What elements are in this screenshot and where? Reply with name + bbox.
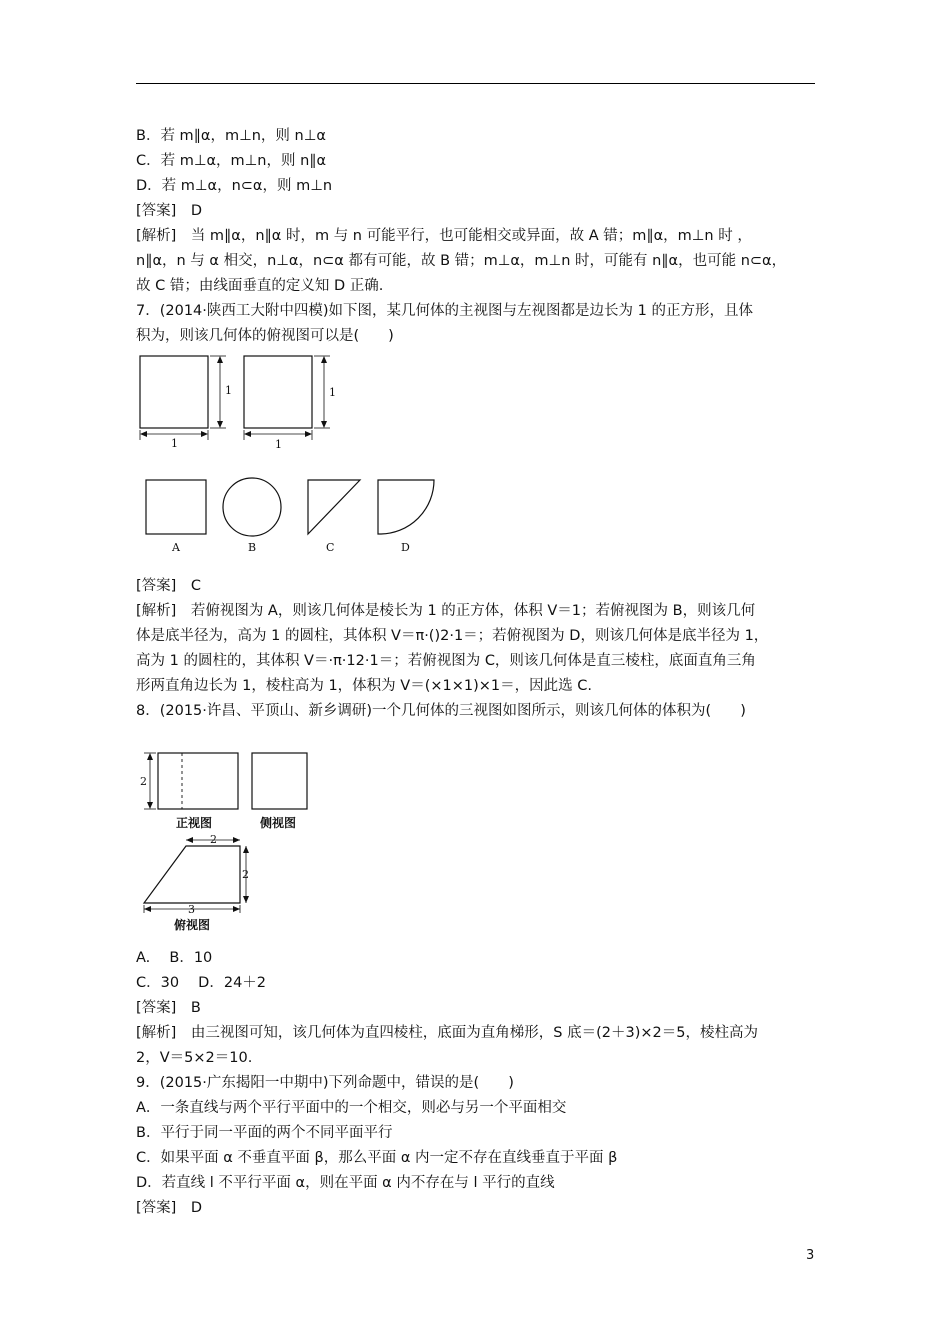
q8-top-view-trapezoid bbox=[144, 846, 240, 903]
answer-9: [答案] D bbox=[136, 1200, 202, 1216]
q8-top-caption: 俯视图 bbox=[174, 918, 211, 932]
q8-top-bottom-label: 3 bbox=[188, 903, 195, 916]
question-8: 8．(2015·许昌、平顶山、新乡调研)一个几何体的三视图如图所示，则该几何体的体积为( ) bbox=[136, 703, 746, 719]
q9-option-c: C．如果平面 α 不垂直平面 β，那么平面 α 内一定不存在直线垂直于平面 β bbox=[136, 1150, 618, 1166]
q8-side-view-square bbox=[252, 753, 307, 809]
analysis-7-line1: [解析] 若俯视图为 A，则该几何体是棱长为 1 的正方体，体积 V＝1；若俯视图为 B，则该几何 bbox=[136, 603, 756, 619]
answer-7: [答案] C bbox=[136, 578, 201, 594]
q7-side-height-label: 1 bbox=[329, 386, 336, 399]
q7-side-view-square bbox=[244, 356, 312, 428]
q7-side-width-label: 1 bbox=[275, 438, 282, 451]
q8-front-caption: 正视图 bbox=[176, 816, 213, 830]
analysis-8-line2: 2，V＝5×2＝10. bbox=[136, 1050, 253, 1066]
question-7-line1: 7．(2014·陕西工大附中四模)如下图，某几何体的主视图与左视图都是边长为 1 的正方形，且体 bbox=[136, 303, 753, 319]
q7-front-width-label: 1 bbox=[171, 437, 178, 450]
q8-front-height-label: 2 bbox=[140, 775, 147, 788]
q8-front-view-rect bbox=[158, 753, 238, 809]
q7-option-b-circle bbox=[223, 478, 281, 536]
q7-option-d-quarter bbox=[378, 480, 434, 534]
analysis-7-line4: 形两直角边长为 1，棱柱高为 1，体积为 V＝(×1×1)×1＝，因此选 C. bbox=[136, 678, 592, 694]
q7-option-c-triangle bbox=[308, 480, 360, 534]
answer-6: [答案] D bbox=[136, 203, 202, 219]
analysis-6-line3: 故 C 错；由线面垂直的定义知 D 正确. bbox=[136, 278, 384, 294]
analysis-6-line1: [解析] 当 m∥α，n∥α 时，m 与 n 可能平行，也可能相交或异面，故 A 错；m∥α，m⊥n 时 ， bbox=[136, 228, 752, 244]
analysis-8-line1: [解析] 由三视图可知，该几何体为直四棱柱，底面为直角梯形，S 底＝(2＋3)×2＝5，棱柱高为 bbox=[136, 1025, 758, 1041]
figure-q8 bbox=[136, 745, 316, 935]
q9-option-b: B．平行于同一平面的两个不同平面平行 bbox=[136, 1125, 393, 1141]
question-9: 9．(2015·广东揭阳一中期中)下列命题中，错误的是( ) bbox=[136, 1075, 514, 1091]
q7-label-b: B bbox=[248, 541, 257, 554]
q7-front-view-square bbox=[140, 356, 208, 428]
option-d: D．若 m⊥α，n⊂α，则 m⊥n bbox=[136, 178, 333, 194]
q7-label-d: D bbox=[401, 541, 410, 554]
q8-top-top-label: 2 bbox=[210, 833, 217, 846]
q8-top-right-label: 2 bbox=[242, 868, 249, 881]
q8-side-caption: 侧视图 bbox=[260, 816, 297, 830]
analysis-7-line3: 高为 1 的圆柱的，其体积 V＝·π·12·1＝；若俯视图为 C，则该几何体是直三棱柱，底面直角三角 bbox=[136, 653, 756, 669]
header-rule bbox=[136, 83, 815, 84]
q9-option-d: D．若直线 l 不平行平面 α，则在平面 α 内不存在与 l 平行的直线 bbox=[136, 1175, 555, 1191]
question-7-line2: 积为，则该几何体的俯视图可以是( ) bbox=[136, 328, 394, 344]
q7-option-a-square bbox=[146, 480, 206, 534]
analysis-7-line2: 体是底半径为，高为 1 的圆柱，其体积 V＝π·()2·1＝；若俯视图为 D，则该几何体是底半径为 1， bbox=[136, 628, 769, 644]
option-c: C．若 m⊥α，m⊥n，则 n∥α bbox=[136, 153, 327, 169]
q8-options-ab: A. B．10 bbox=[136, 950, 213, 966]
figure-q7 bbox=[130, 350, 450, 560]
option-b: B．若 m∥α，m⊥n，则 n⊥α bbox=[136, 128, 326, 144]
q7-front-height-label: 1 bbox=[225, 384, 232, 397]
page-number: 3 bbox=[806, 1248, 815, 1263]
q9-option-a: A．一条直线与两个平行平面中的一个相交，则必与另一个平面相交 bbox=[136, 1100, 567, 1116]
q7-label-a: A bbox=[172, 541, 180, 554]
analysis-6-line2: n∥α，n 与 α 相交，n⊥α，n⊂α 都有可能，故 B 错；m⊥α，m⊥n 时，可能有 n∥α，也可能 n⊂α， bbox=[136, 253, 787, 269]
answer-8: [答案] B bbox=[136, 1000, 201, 1016]
q8-options-cd: C．30 D．24＋2 bbox=[136, 975, 267, 991]
q7-label-c: C bbox=[326, 541, 335, 554]
